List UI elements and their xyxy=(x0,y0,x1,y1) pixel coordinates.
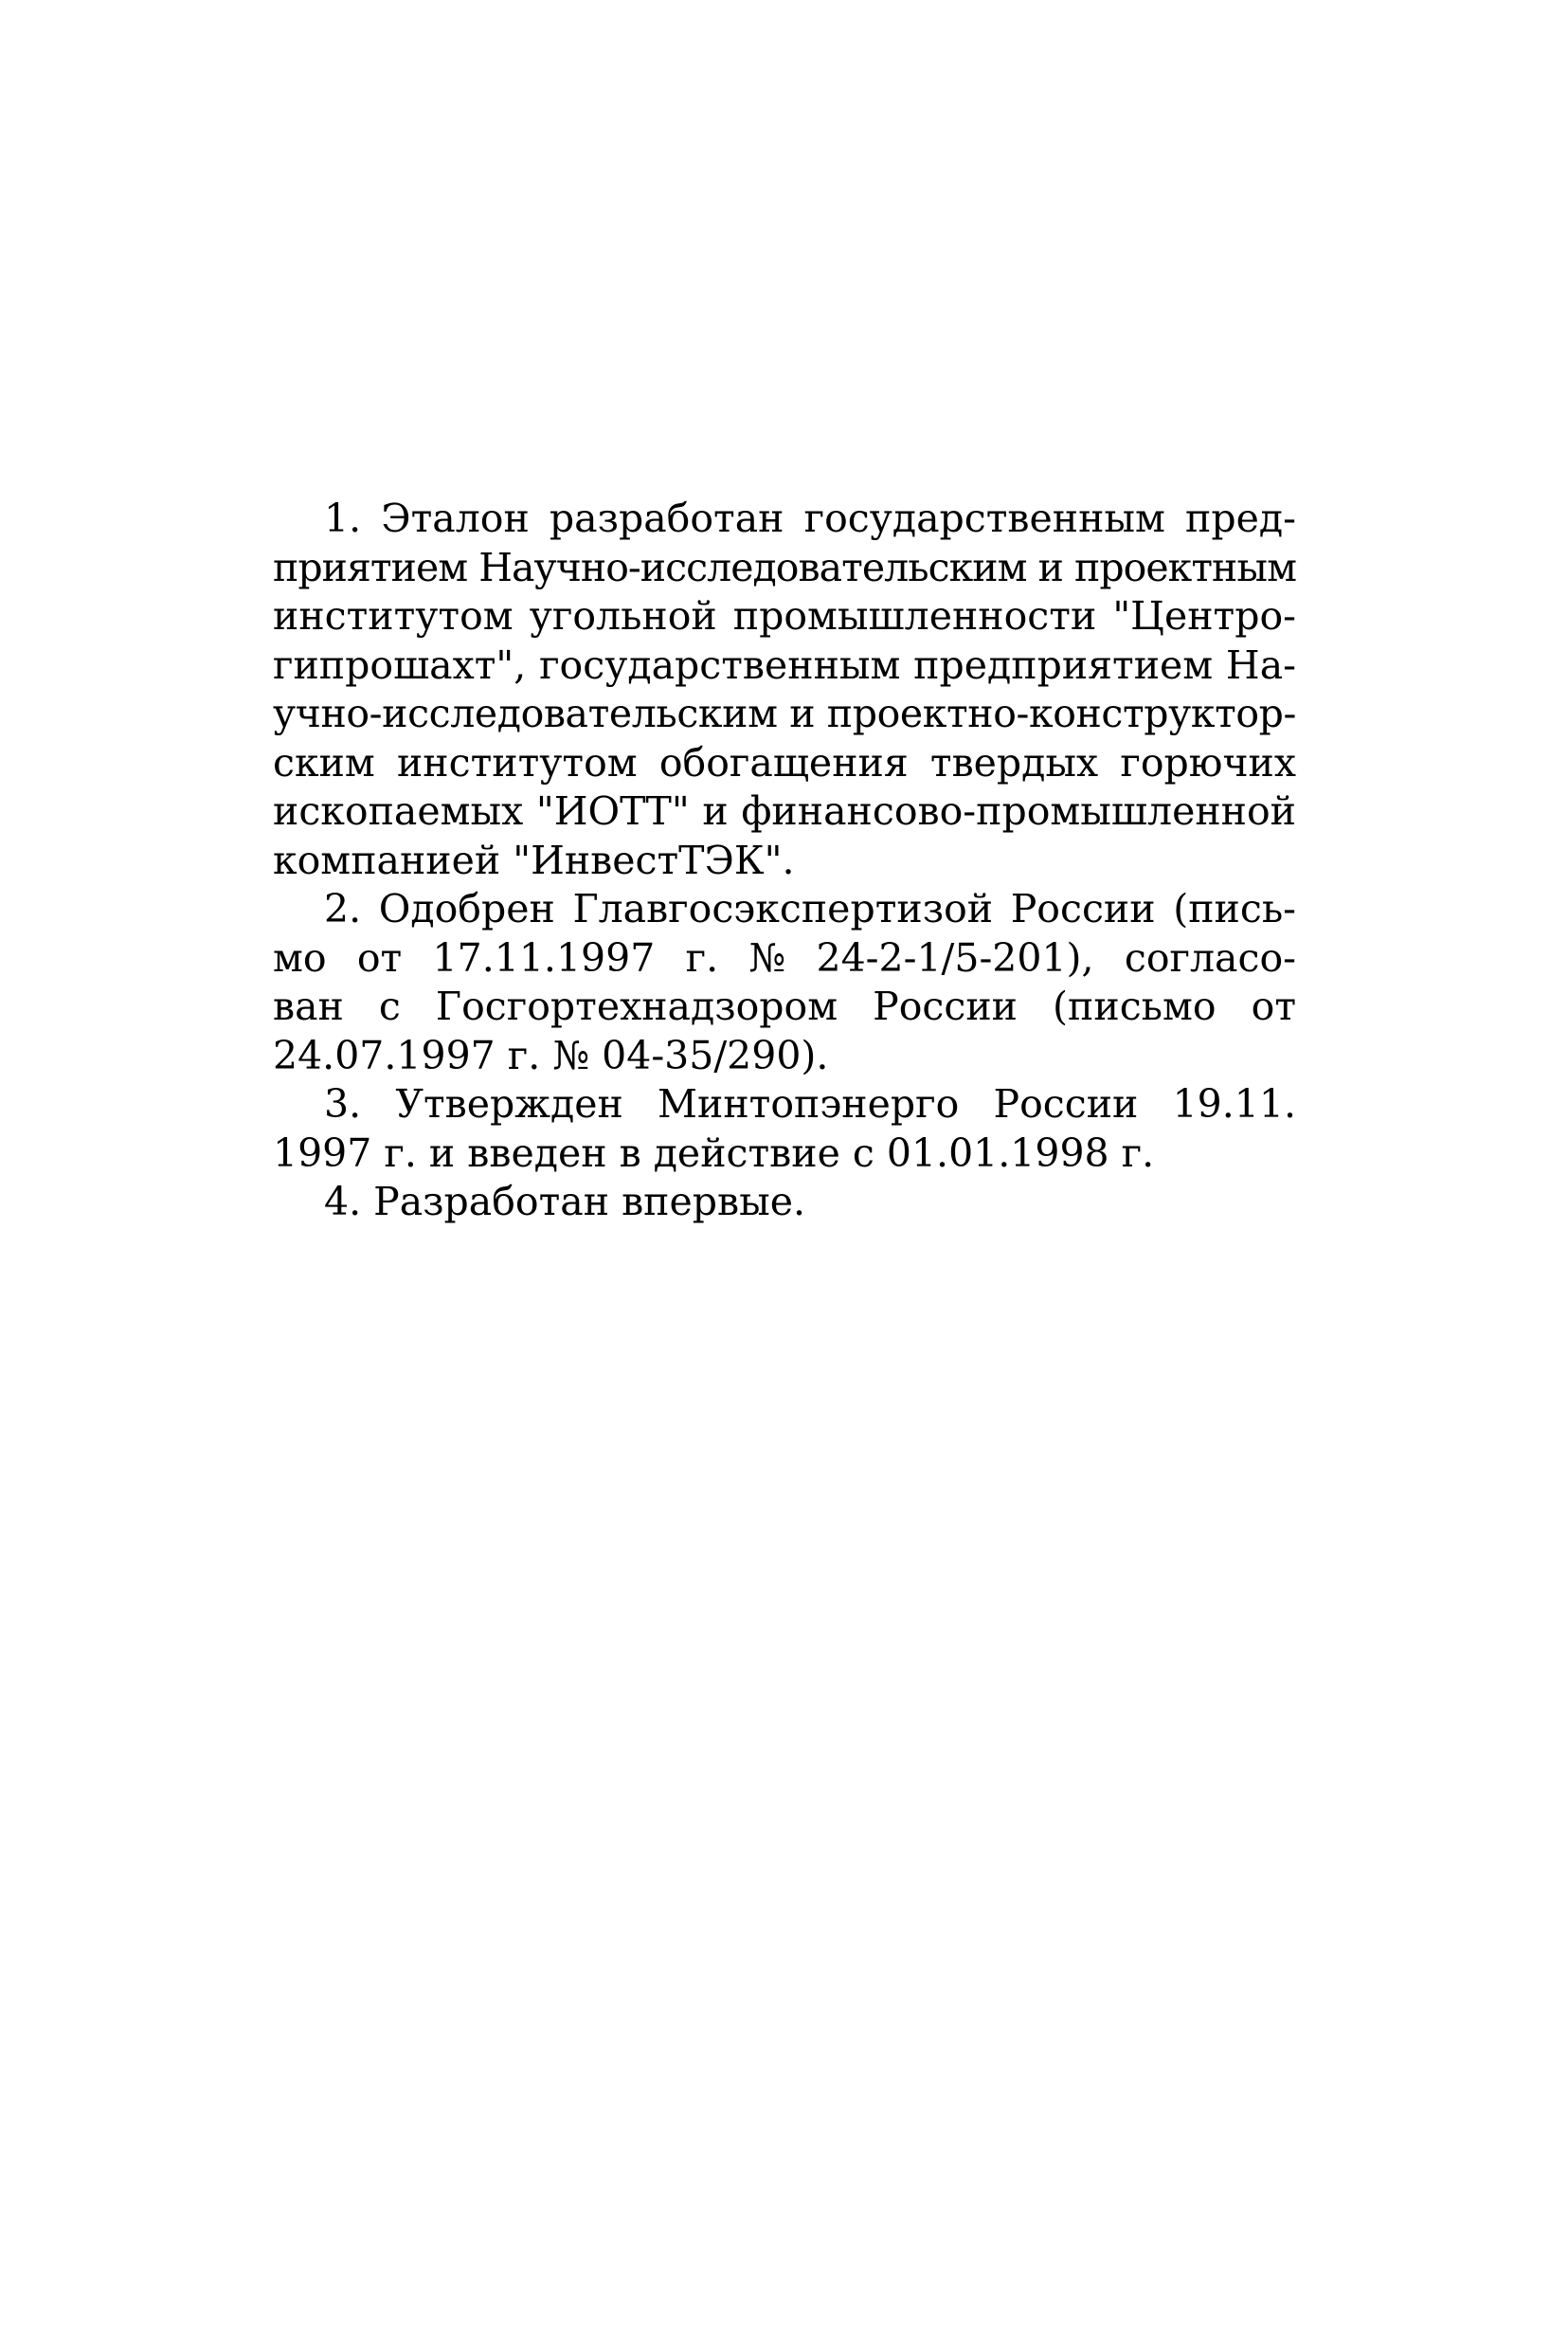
text-line: ископаемых "ИОТТ" и финансово-промышленной xyxy=(273,788,1296,834)
text-line: учно-исследовательским и проектно-конструктор- xyxy=(273,691,1296,736)
paragraph-1 xyxy=(273,495,1296,885)
text-line: 24.07.1997 г. № 04-35/290). xyxy=(273,1032,829,1078)
text-line: 3. Утвержден Минтопэнерго России 19.11. xyxy=(324,1081,1296,1127)
document-text xyxy=(273,495,1296,1227)
text-line: мо от 17.11.1997 г. № 24-2-1/5-201), согласо- xyxy=(273,934,1296,981)
text-line: 1997 г. и введен в действие с 01.01.1998 г. xyxy=(273,1130,1155,1176)
text-line: 4. Разработан впервые. xyxy=(324,1179,806,1224)
text-line: приятием Научно-исследовательским и проектным xyxy=(273,544,1296,590)
text-line: 2. Одобрен Главгосэкспертизой России (пись- xyxy=(324,886,1296,931)
text-line: 1. Эталон разработан государственным пред- xyxy=(324,496,1296,541)
paragraph-3 xyxy=(273,1080,1296,1178)
text-line: ским институтом обогащения твердых горючих xyxy=(273,739,1296,786)
text-line: гипрошахт", государственным предприятием На- xyxy=(273,642,1296,688)
paragraph-2 xyxy=(273,885,1296,1080)
text-line: ван с Госгортехнадзором России (письмо от xyxy=(273,984,1296,1029)
text-line: институтом угольной промышленности "Центро- xyxy=(273,593,1296,639)
paragraph-4 xyxy=(273,1178,1296,1227)
text-line: компанией "ИнвестТЭК". xyxy=(273,837,795,883)
